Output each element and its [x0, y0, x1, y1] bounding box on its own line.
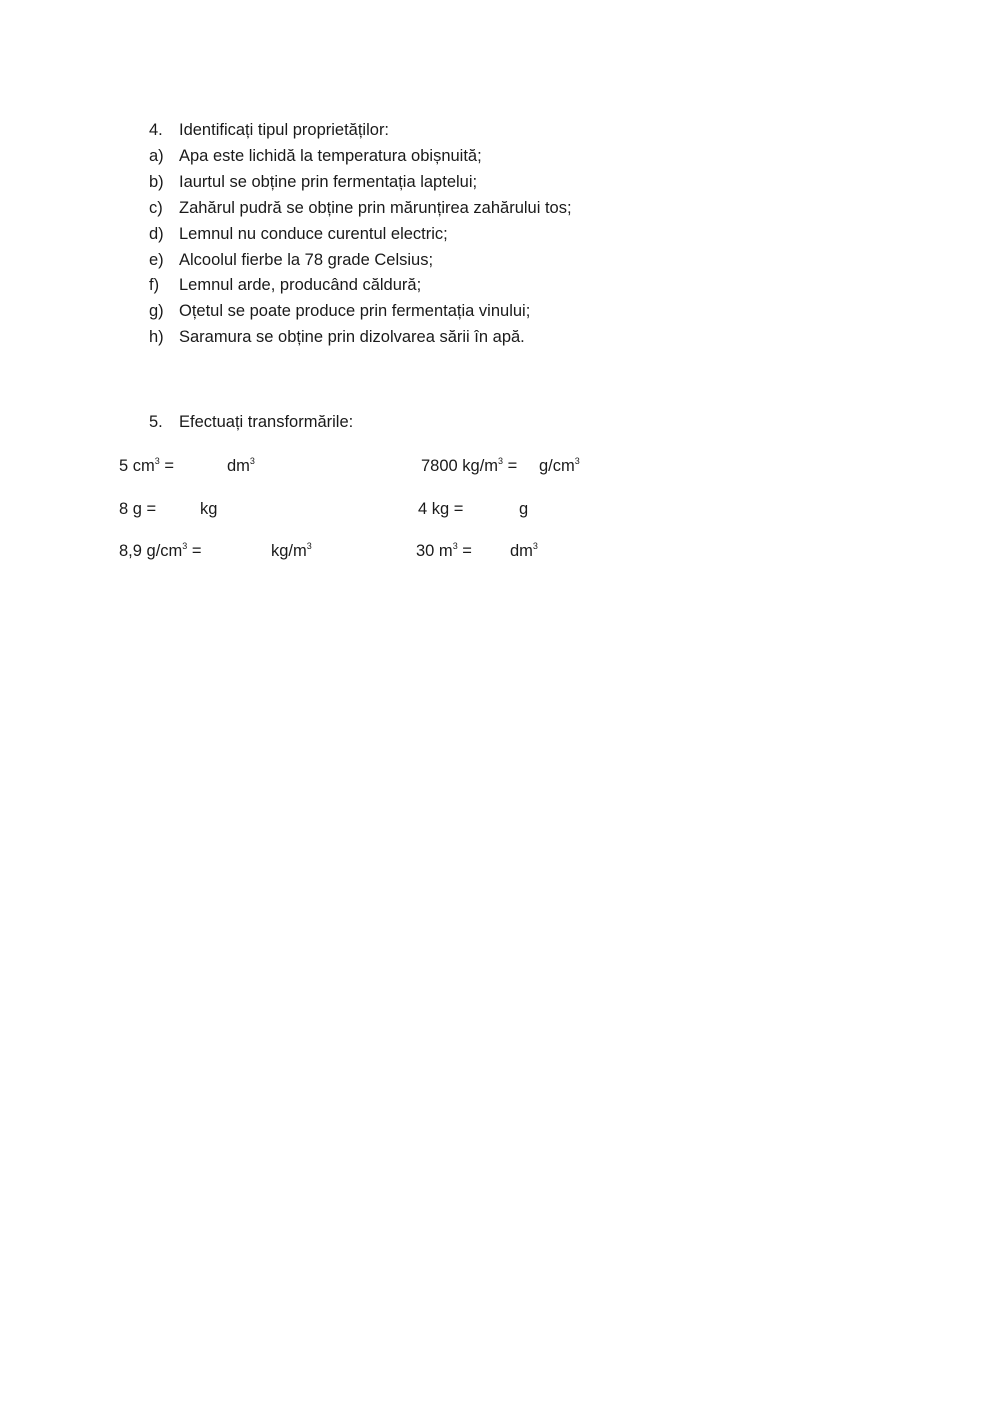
conversion-left-expression: 8,9 $g/cm^3$ =: [119, 541, 202, 560]
item-text: Iaurtul se obține prin fermentația laptelui;: [179, 173, 478, 191]
item-marker: a): [149, 147, 164, 165]
item-marker: d): [149, 225, 164, 243]
conversion-left-expression: 30 $m^3$ =: [416, 541, 472, 560]
conversion-left-expression: 7800 $kg/m^3$ =: [421, 456, 518, 475]
conversion-left-expression: 5 $cm^3$ =: [119, 456, 175, 475]
item-text: Apa este lichidă la temperatura obișnuită;: [179, 147, 482, 165]
item-marker: g): [149, 302, 164, 320]
question-number: 4.: [149, 121, 163, 139]
item-text: Zahărul pudră se obține prin mărunțirea zahărului tos;: [179, 199, 572, 217]
conversion-left-expression: 8 g =: [119, 500, 157, 518]
conversion-target-unit: $g/cm^3$: [539, 456, 580, 475]
conversion-target-unit: g: [519, 500, 529, 518]
item-text: Lemnul arde, producând căldură;: [179, 276, 422, 294]
question-title: Efectuați transformările:: [179, 413, 354, 431]
conversion-target-unit: $dm^3$: [510, 541, 538, 560]
item-text: Alcoolul fierbe la 78 grade Celsius;: [179, 251, 434, 269]
item-text: Lemnul nu conduce curentul electric;: [179, 225, 448, 243]
item-marker: c): [149, 199, 163, 217]
item-text: Oțetul se poate produce prin fermentația vinului;: [179, 302, 531, 320]
question-number: 5.: [149, 413, 163, 431]
conversion-target-unit: $dm^3$: [227, 456, 255, 475]
item-marker: f): [149, 276, 160, 294]
item-text: Saramura se obține prin dizolvarea sării în apă.: [179, 328, 525, 346]
conversion-target-unit: kg: [200, 500, 218, 518]
item-marker: h): [149, 328, 164, 346]
conversion-target-unit: $kg/m^3$: [271, 541, 312, 560]
item-marker: e): [149, 251, 164, 269]
question-title: Identificați tipul proprietăților:: [179, 121, 390, 139]
item-marker: b): [149, 173, 164, 191]
conversion-left-expression: 4 kg =: [418, 500, 464, 518]
